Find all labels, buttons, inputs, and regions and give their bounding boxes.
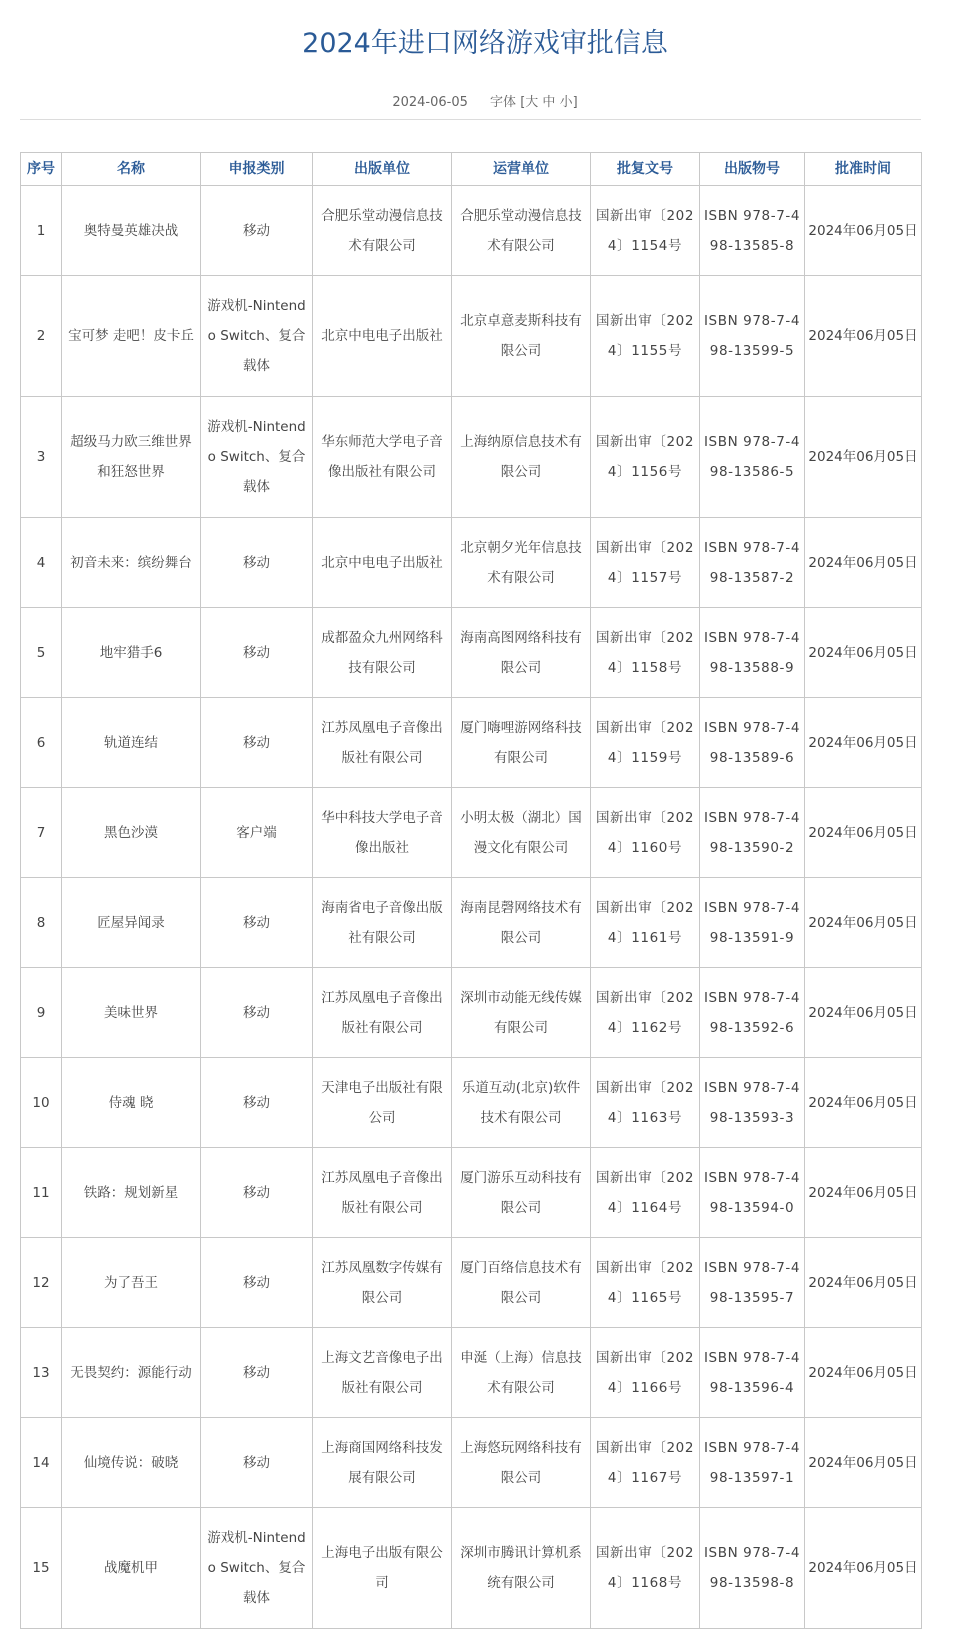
cell-publisher: 北京中电电子出版社 — [313, 518, 452, 608]
cell-category: 移动 — [201, 878, 313, 968]
cell-name: 黑色沙漠 — [62, 788, 201, 878]
cell-isbn: ISBN 978-7-498-13588-9 — [700, 608, 805, 698]
cell-publisher: 江苏凤凰电子音像出版社有限公司 — [313, 698, 452, 788]
cell-no: 9 — [21, 968, 62, 1058]
cell-publisher: 北京中电电子出版社 — [313, 276, 452, 397]
cell-no: 2 — [21, 276, 62, 397]
cell-approval-date: 2024年06月05日 — [805, 608, 922, 698]
cell-name: 为了吾王 — [62, 1238, 201, 1328]
cell-no: 1 — [21, 186, 62, 276]
cell-name: 铁路：规划新星 — [62, 1148, 201, 1238]
col-header-category: 申报类别 — [201, 153, 313, 186]
cell-publisher: 华中科技大学电子音像出版社 — [313, 788, 452, 878]
cell-approval-no: 国新出审〔2024〕1162号 — [591, 968, 700, 1058]
cell-operator: 海南昆磬网络技术有限公司 — [452, 878, 591, 968]
cell-no: 13 — [21, 1328, 62, 1418]
cell-publisher: 成都盈众九州网络科技有限公司 — [313, 608, 452, 698]
cell-approval-date: 2024年06月05日 — [805, 788, 922, 878]
cell-publisher: 江苏凤凰数字传媒有限公司 — [313, 1238, 452, 1328]
cell-no: 5 — [21, 608, 62, 698]
cell-publisher: 江苏凤凰电子音像出版社有限公司 — [313, 1148, 452, 1238]
table-row — [21, 1328, 922, 1418]
cell-approval-no: 国新出审〔2024〕1159号 — [591, 698, 700, 788]
cell-category: 客户端 — [201, 788, 313, 878]
cell-approval-no: 国新出审〔2024〕1167号 — [591, 1418, 700, 1508]
cell-category: 游戏机-Nintendo Switch、复合载体 — [201, 397, 313, 518]
cell-category: 游戏机-Nintendo Switch、复合载体 — [201, 1508, 313, 1629]
cell-publisher: 上海商国网络科技发展有限公司 — [313, 1418, 452, 1508]
cell-name: 美味世界 — [62, 968, 201, 1058]
table-row — [21, 518, 922, 608]
cell-isbn: ISBN 978-7-498-13593-3 — [700, 1058, 805, 1148]
col-header-operator: 运营单位 — [452, 153, 591, 186]
cell-name: 奥特曼英雄决战 — [62, 186, 201, 276]
cell-approval-no: 国新出审〔2024〕1154号 — [591, 186, 700, 276]
approval-table — [20, 152, 922, 1629]
table-row — [21, 186, 922, 276]
col-header-approval-date: 批准时间 — [805, 153, 922, 186]
cell-operator: 上海纳原信息技术有限公司 — [452, 397, 591, 518]
cell-approval-date: 2024年06月05日 — [805, 878, 922, 968]
table-row — [21, 1418, 922, 1508]
cell-approval-date: 2024年06月05日 — [805, 1058, 922, 1148]
cell-isbn: ISBN 978-7-498-13585-8 — [700, 186, 805, 276]
cell-isbn: ISBN 978-7-498-13589-6 — [700, 698, 805, 788]
cell-operator: 厦门游乐互动科技有限公司 — [452, 1148, 591, 1238]
cell-operator: 厦门嗨哩游网络科技有限公司 — [452, 698, 591, 788]
cell-isbn: ISBN 978-7-498-13592-6 — [700, 968, 805, 1058]
cell-approval-no: 国新出审〔2024〕1168号 — [591, 1508, 700, 1629]
cell-no: 10 — [21, 1058, 62, 1148]
cell-isbn: ISBN 978-7-498-13597-1 — [700, 1418, 805, 1508]
col-header-approval-no: 批复文号 — [591, 153, 700, 186]
col-header-isbn: 出版物号 — [700, 153, 805, 186]
cell-operator: 北京朝夕光年信息技术有限公司 — [452, 518, 591, 608]
cell-publisher: 上海电子出版有限公司 — [313, 1508, 452, 1629]
cell-approval-no: 国新出审〔2024〕1166号 — [591, 1328, 700, 1418]
cell-no: 3 — [21, 397, 62, 518]
cell-category: 移动 — [201, 1148, 313, 1238]
cell-approval-date: 2024年06月05日 — [805, 968, 922, 1058]
cell-category: 移动 — [201, 1328, 313, 1418]
page-title: 2024年进口网络游戏审批信息 — [302, 28, 668, 59]
cell-approval-no: 国新出审〔2024〕1158号 — [591, 608, 700, 698]
col-header-publisher: 出版单位 — [313, 153, 452, 186]
cell-operator: 申涎（上海）信息技术有限公司 — [452, 1328, 591, 1418]
cell-isbn: ISBN 978-7-498-13598-8 — [700, 1508, 805, 1629]
col-header-name: 名称 — [62, 153, 201, 186]
cell-approval-date: 2024年06月05日 — [805, 1238, 922, 1328]
cell-approval-date: 2024年06月05日 — [805, 1328, 922, 1418]
cell-name: 仙境传说：破晓 — [62, 1418, 201, 1508]
cell-approval-date: 2024年06月05日 — [805, 276, 922, 397]
cell-category: 移动 — [201, 698, 313, 788]
cell-operator: 上海悠玩网络科技有限公司 — [452, 1418, 591, 1508]
cell-operator: 厦门百络信息技术有限公司 — [452, 1238, 591, 1328]
cell-no: 11 — [21, 1148, 62, 1238]
cell-publisher: 上海文艺音像电子出版社有限公司 — [313, 1328, 452, 1418]
cell-no: 7 — [21, 788, 62, 878]
table-row — [21, 1058, 922, 1148]
font-size-switcher — [490, 95, 578, 110]
cell-category: 移动 — [201, 1418, 313, 1508]
cell-operator: 合肥乐堂动漫信息技术有限公司 — [452, 186, 591, 276]
table-row — [21, 878, 922, 968]
cell-isbn: ISBN 978-7-498-13587-2 — [700, 518, 805, 608]
cell-isbn: ISBN 978-7-498-13594-0 — [700, 1148, 805, 1238]
cell-category: 移动 — [201, 518, 313, 608]
cell-no: 6 — [21, 698, 62, 788]
table-row — [21, 1148, 922, 1238]
cell-approval-no: 国新出审〔2024〕1165号 — [591, 1238, 700, 1328]
cell-approval-date: 2024年06月05日 — [805, 698, 922, 788]
cell-isbn: ISBN 978-7-498-13596-4 — [700, 1328, 805, 1418]
cell-operator: 深圳市腾讯计算机系统有限公司 — [452, 1508, 591, 1629]
cell-approval-date: 2024年06月05日 — [805, 397, 922, 518]
cell-approval-date: 2024年06月05日 — [805, 518, 922, 608]
col-header-no: 序号 — [21, 153, 62, 186]
cell-name: 地牢猎手6 — [62, 608, 201, 698]
font-size-small-link[interactable]: 小 — [559, 95, 573, 110]
cell-category: 移动 — [201, 1058, 313, 1148]
cell-operator: 北京卓意麦斯科技有限公司 — [452, 276, 591, 397]
cell-isbn: ISBN 978-7-498-13586-5 — [700, 397, 805, 518]
cell-publisher: 江苏凤凰电子音像出版社有限公司 — [313, 968, 452, 1058]
cell-name: 宝可梦 走吧！皮卡丘 — [62, 276, 201, 397]
cell-isbn: ISBN 978-7-498-13590-2 — [700, 788, 805, 878]
cell-approval-date: 2024年06月05日 — [805, 186, 922, 276]
table-row — [21, 608, 922, 698]
cell-approval-no: 国新出审〔2024〕1156号 — [591, 397, 700, 518]
cell-approval-date: 2024年06月05日 — [805, 1418, 922, 1508]
cell-isbn: ISBN 978-7-498-13591-9 — [700, 878, 805, 968]
font-size-large-link[interactable]: 大 — [525, 95, 539, 110]
cell-no: 14 — [21, 1418, 62, 1508]
table-row — [21, 397, 922, 518]
table-row — [21, 968, 922, 1058]
cell-approval-no: 国新出审〔2024〕1157号 — [591, 518, 700, 608]
cell-approval-date: 2024年06月05日 — [805, 1508, 922, 1629]
cell-approval-date: 2024年06月05日 — [805, 1148, 922, 1238]
cell-name: 超级马力欧三维世界和狂怒世界 — [62, 397, 201, 518]
cell-operator: 海南高图网络科技有限公司 — [452, 608, 591, 698]
cell-isbn: ISBN 978-7-498-13599-5 — [700, 276, 805, 397]
cell-name: 初音未来：缤纷舞台 — [62, 518, 201, 608]
cell-name: 轨道连结 — [62, 698, 201, 788]
article-meta — [0, 93, 970, 113]
cell-operator: 深圳市动能无线传媒有限公司 — [452, 968, 591, 1058]
cell-no: 12 — [21, 1238, 62, 1328]
font-size-label: 字体 — [490, 95, 517, 110]
table-row — [21, 276, 922, 397]
cell-publisher: 海南省电子音像出版社有限公司 — [313, 878, 452, 968]
font-size-medium-link[interactable]: 中 — [542, 95, 556, 110]
cell-name: 战魔机甲 — [62, 1508, 201, 1629]
cell-isbn: ISBN 978-7-498-13595-7 — [700, 1238, 805, 1328]
cell-operator: 小明太极（湖北）国漫文化有限公司 — [452, 788, 591, 878]
cell-approval-no: 国新出审〔2024〕1161号 — [591, 878, 700, 968]
cell-approval-no: 国新出审〔2024〕1160号 — [591, 788, 700, 878]
cell-name: 匠屋异闻录 — [62, 878, 201, 968]
cell-category: 移动 — [201, 968, 313, 1058]
font-size-bracket-open: [ — [520, 95, 526, 110]
table-header-row — [21, 153, 922, 186]
cell-name: 无畏契约：源能行动 — [62, 1328, 201, 1418]
font-size-bracket-close: ] — [572, 95, 578, 110]
table-row — [21, 698, 922, 788]
cell-no: 4 — [21, 518, 62, 608]
table-row — [21, 1238, 922, 1328]
table-row — [21, 788, 922, 878]
cell-approval-no: 国新出审〔2024〕1164号 — [591, 1148, 700, 1238]
cell-publisher: 合肥乐堂动漫信息技术有限公司 — [313, 186, 452, 276]
cell-no: 15 — [21, 1508, 62, 1629]
cell-approval-no: 国新出审〔2024〕1155号 — [591, 276, 700, 397]
cell-no: 8 — [21, 878, 62, 968]
cell-operator: 乐道互动(北京)软件技术有限公司 — [452, 1058, 591, 1148]
cell-category: 移动 — [201, 1238, 313, 1328]
divider — [20, 119, 921, 120]
cell-name: 侍魂 晓 — [62, 1058, 201, 1148]
cell-category: 移动 — [201, 186, 313, 276]
cell-category: 游戏机-Nintendo Switch、复合载体 — [201, 276, 313, 397]
cell-publisher: 天津电子出版社有限公司 — [313, 1058, 452, 1148]
table-row — [21, 1508, 922, 1629]
cell-category: 移动 — [201, 608, 313, 698]
publish-date: 2024-06-05 — [392, 95, 468, 110]
cell-publisher: 华东师范大学电子音像出版社有限公司 — [313, 397, 452, 518]
cell-approval-no: 国新出审〔2024〕1163号 — [591, 1058, 700, 1148]
